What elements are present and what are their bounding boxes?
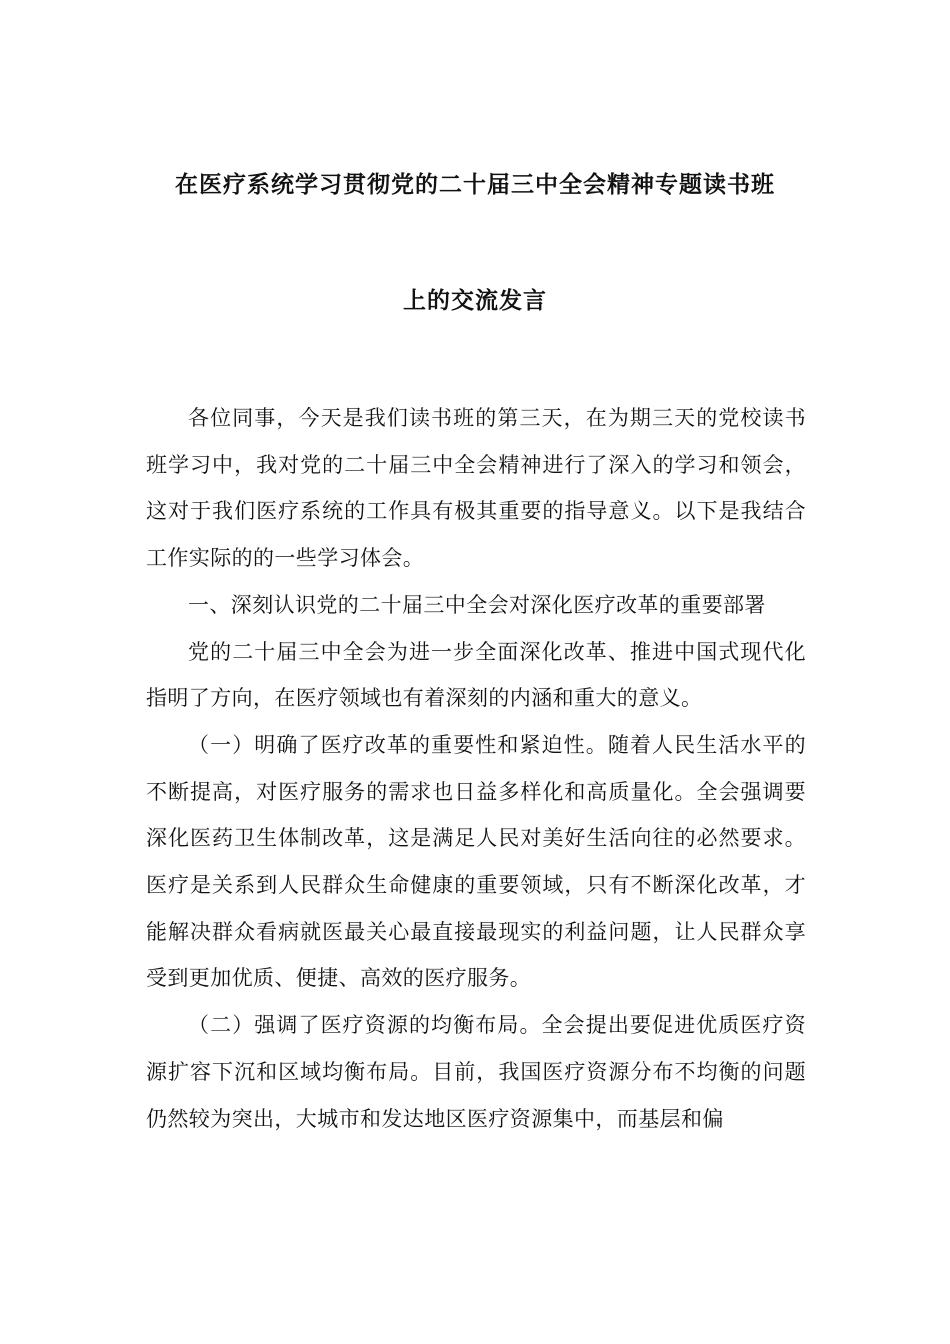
paragraph-subsection-2: （二）强调了医疗资源的均衡布局。全会提出要促进优质医疗资源扩容下沉和区域均衡布局。目前，我国医疗资源分布不均衡的问题仍然较为突出，大城市和发达地区医疗资源集中，而基层和偏 xyxy=(146,1013,806,1131)
paragraph-intro: 各位同事，今天是我们读书班的第三天，在为期三天的党校读书班学习中，我对党的二十届三中全会精神进行了深入的学习和领会，这对于我们医疗系统的工作具有极其重要的指导意义。以下是我结合工作实际的的一些学习体会。 xyxy=(146,406,806,571)
paragraph-section-1-intro: 党的二十届三中全会为进一步全面深化改革、推进中国式现代化指明了方向，在医疗领域也有着深刻的内涵和重大的意义。 xyxy=(146,639,806,711)
section-heading-1: 一、深刻认识党的二十届三中全会对深化医疗改革的重要部署 xyxy=(188,592,766,617)
document-title-line-2: 上的交流发言 xyxy=(403,288,547,314)
paragraph-subsection-1: （一）明确了医疗改革的重要性和紧迫性。随着人民生活水平的不断提高，对医疗服务的需求也日益多样化和高质量化。全会强调要深化医药卫生体制改革，这是满足人民对美好生活向往的必然要求。医疗是关系到人民群众生命健康的重要领域，只有不断深化改革，才能解决群众看病就医最关心最直接最现实的利益问题，让人民群众享受到更加优质、便捷、高效的医疗服务。 xyxy=(146,732,806,991)
document-body xyxy=(146,395,806,1142)
document-title-line-1: 在医疗系统学习贯彻党的二十届三中全会精神专题读书班 xyxy=(175,172,775,198)
